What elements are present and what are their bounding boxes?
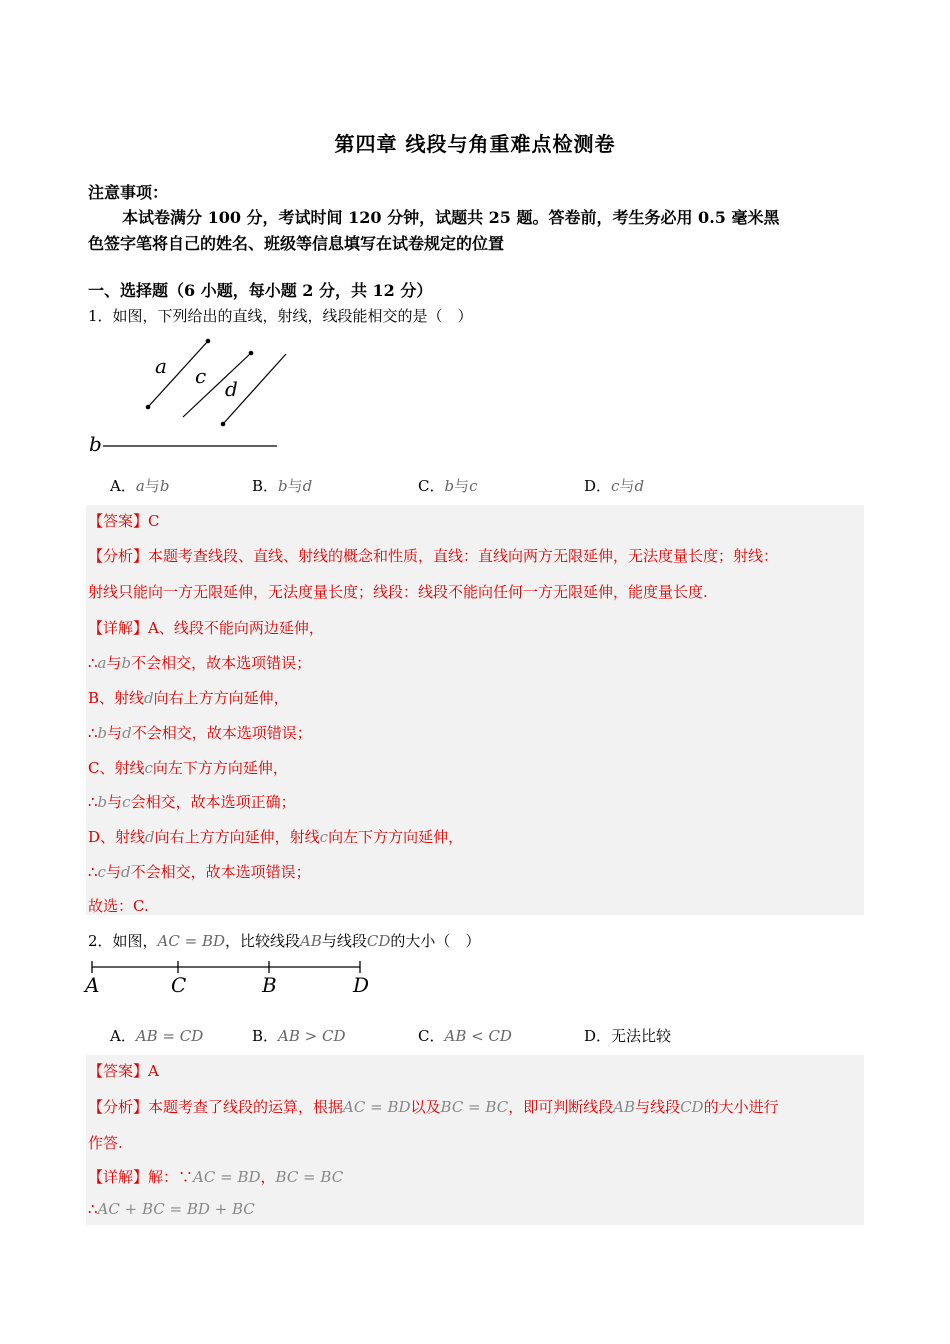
q2-detail-line-2: ∴AC + BC = BD + BC [88, 1200, 255, 1218]
label-A: A [85, 973, 100, 997]
label-C: C [171, 973, 187, 997]
label-D: D [353, 973, 370, 997]
page-title: 第四章 线段与角重难点检测卷 [334, 132, 616, 156]
q1-analysis-line-1: 【分析】本题考查线段、直线、射线的概念和性质，直线：直线向两方无限延伸，无法度量长度；射线： [88, 547, 779, 565]
section-heading: 一、选择题（6 小题，每小题 2 分，共 12 分） [88, 281, 433, 300]
notes-line-1: 本试卷满分 100 分，考试时间 120 分钟，试题共 25 题。答卷前，考生务必用 0.5 毫米黑 [122, 208, 780, 227]
q2-answer: 【答案】A [88, 1062, 159, 1080]
q1-detail-line-3: B、射线d向右上方方向延伸， [88, 689, 289, 707]
label-B: B [262, 973, 277, 997]
q1-detail-line-7: D、射线d向右上方方向延伸，射线c向左下方方向延伸， [88, 828, 464, 846]
q1-detail-line-5: C、射线c向左下方方向延伸， [88, 759, 288, 777]
question-2-figure [82, 955, 382, 1000]
q1-detail-line-8: ∴c与d不会相交，故本选项错误； [88, 863, 311, 881]
q2-option-d[interactable]: D．无法比较 [584, 1027, 672, 1045]
q1-detail-line-1: 【详解】A、线段不能向两边延伸， [88, 619, 324, 637]
q2-option-a[interactable]: A．AB = CD [110, 1027, 204, 1045]
q1-option-b[interactable]: B．b与d [252, 477, 313, 495]
label-d: d [225, 377, 238, 401]
notes-heading: 注意事项： [88, 183, 169, 202]
notes-line-2: 色签字笔将自己的姓名、班级等信息填写在试卷规定的位置 [88, 234, 505, 253]
q1-option-a[interactable]: A．a与b [110, 477, 170, 495]
q1-option-d[interactable]: D．c与d [584, 477, 645, 495]
ray-c [183, 353, 251, 417]
segment-a-endpoint [206, 339, 211, 344]
question-1-figure [85, 335, 295, 460]
q1-detail-line-9: 故选：C. [88, 897, 149, 915]
q1-answer: 【答案】C [88, 512, 160, 530]
q2-option-c[interactable]: C．AB < CD [418, 1027, 512, 1045]
q2-analysis-line-1: 【分析】本题考查了线段的运算，根据AC = BD以及BC = BC，即可判断线段AB与线段CD的大小进行 [88, 1098, 779, 1116]
q1-option-c[interactable]: C．b与c [418, 477, 478, 495]
q1-analysis-line-2: 射线只能向一方无限延伸，无法度量长度；线段：线段不能向任何一方无限延伸，能度量长度. [88, 583, 708, 601]
label-b: b [89, 432, 102, 456]
q1-detail-line-6: ∴b与c会相交，故本选项正确； [88, 793, 296, 811]
q1-detail-line-2: ∴a与b不会相交，故本选项错误； [88, 654, 312, 672]
q2-option-b[interactable]: B．AB > CD [252, 1027, 346, 1045]
q2-detail-line-1: 【详解】解：∵AC = BD，BC = BC [88, 1168, 344, 1186]
label-c: c [195, 364, 207, 388]
q2-analysis-line-2: 作答. [88, 1134, 123, 1152]
question-1-stem: 1．如图，下列给出的直线，射线，线段能相交的是（ ） [88, 307, 473, 325]
label-a: a [155, 354, 167, 378]
q1-answer-box [86, 505, 864, 915]
ray-d-endpoint [221, 422, 226, 427]
question-2-stem: 2．如图，AC = BD，比较线段AB与线段CD的大小（ ） [88, 932, 481, 950]
ray-c-endpoint [249, 351, 254, 356]
segment-a-endpoint [146, 405, 151, 410]
q1-detail-line-4: ∴b与d不会相交，故本选项错误； [88, 724, 312, 742]
